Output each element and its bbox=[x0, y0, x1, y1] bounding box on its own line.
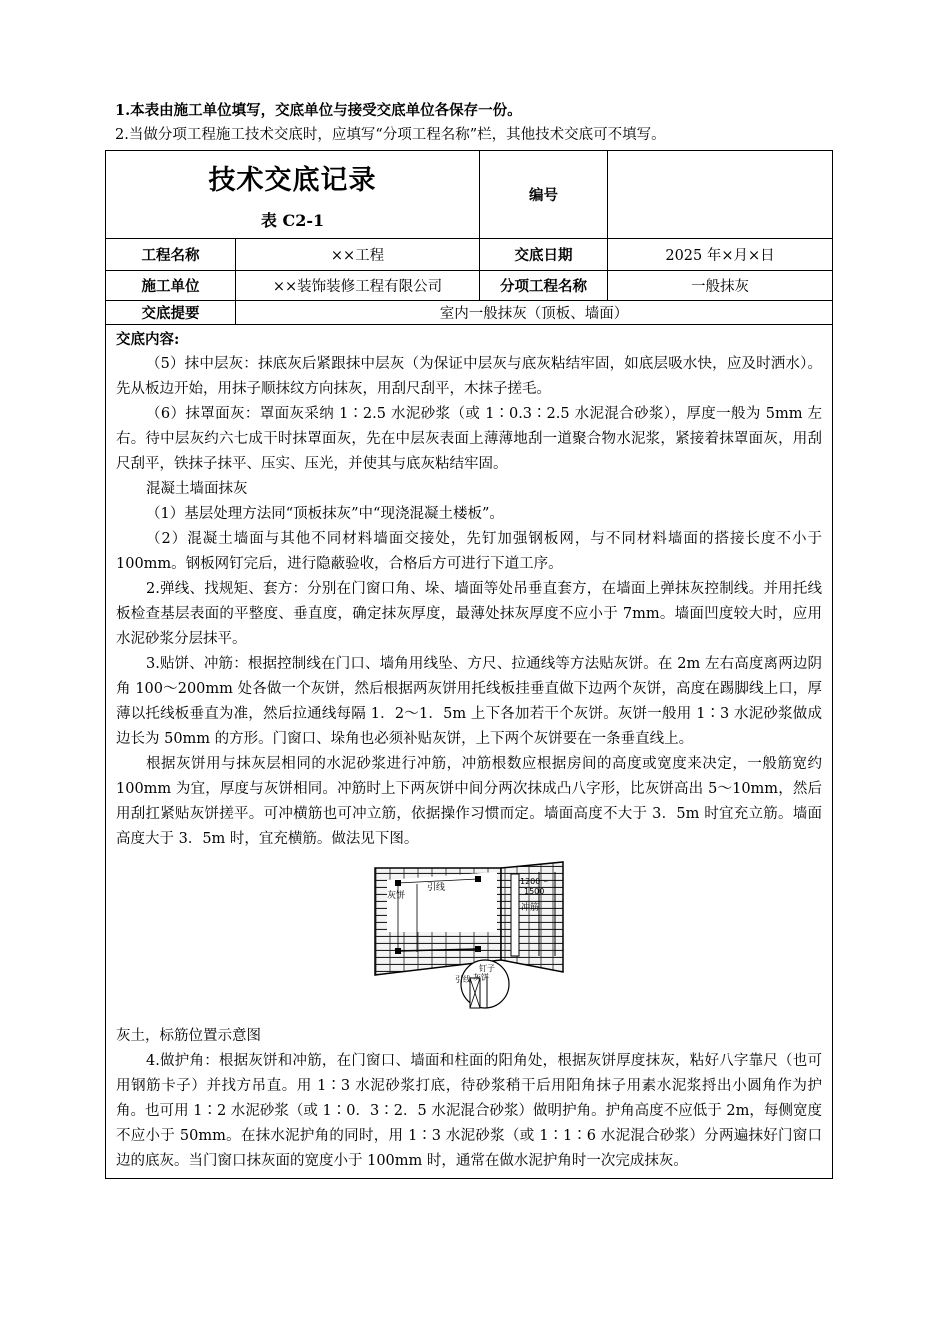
content-heading: 交底内容: bbox=[116, 331, 180, 348]
label-huibing2: 灰饼 bbox=[473, 973, 489, 982]
content-paragraph: （2）混凝土墙面与其他不同材料墙面交接处，先钉加强钢板网，与不同材料墙面的搭接长度不小于 100mm。钢板网钉完后，进行隐蔽验收，合格后方可进行下道工序。 bbox=[116, 531, 822, 572]
contractor-label: 施工单位 bbox=[106, 271, 236, 301]
content-paragraph: 混凝土墙面抹灰 bbox=[146, 481, 248, 497]
summary-value[interactable]: 室内一般抹灰（顶板、墙面） bbox=[236, 301, 833, 325]
technical-briefing-form bbox=[105, 150, 833, 1179]
content-paragraph: （1）基层处理方法同“顶板抹灰”中“现浇混凝土楼板”。 bbox=[146, 506, 504, 522]
label-dingzi: 钉子 bbox=[479, 964, 495, 973]
content-paragraph: 2.弹线、找规矩、套方：分别在门窗口角、垛、墙面等处吊垂直套方，在墙面上弹抹灰控制线。并用托线板检查基层表面的平整度、垂直度，确定抹灰厚度，最薄处抹灰厚度不应小于 7mm。墙面凹度较大时，应用水泥砂浆分层抹平。 bbox=[116, 581, 822, 647]
screed-figure bbox=[116, 860, 822, 1024]
wall-screed-diagram bbox=[369, 860, 569, 1015]
project-name-value[interactable]: ××工程 bbox=[236, 239, 480, 271]
number-label: 编号 bbox=[480, 151, 608, 239]
form-title: 技术交底记录 bbox=[208, 165, 377, 196]
subproject-value[interactable]: 一般抹灰 bbox=[608, 271, 833, 301]
summary-label: 交底提要 bbox=[106, 301, 236, 325]
date-label: 交底日期 bbox=[480, 239, 608, 271]
content-paragraph: 3.贴饼、冲筋：根据控制线在门口、墙角用线坠、方尺、拉通线等方法贴灰饼。在 2m 左右高度离两边阴角 100～200mm 处各做一个灰饼，然后根据两灰饼用托线板挂垂直做下边两个灰饼，高度在踢脚线上口，厚薄以托线板垂直为准，然后拉通线每隔 1．2～1．5m 上下各加若干个灰饼。灰饼一般用 1∶3 水泥砂浆做成边长为 50mm 的方形。门窗口、垛角也必须补贴灰饼，上下两个灰饼要在一条垂直线上。 bbox=[116, 656, 822, 747]
label-huibing: 灰饼 bbox=[387, 891, 406, 901]
label-dim2: 1500 bbox=[524, 887, 545, 896]
note-line-1: 1.本表由施工单位填写，交底单位与接受交底单位各保存一份。 bbox=[115, 102, 522, 119]
number-value[interactable] bbox=[608, 151, 833, 239]
label-yinxian2: 引线 bbox=[455, 975, 471, 984]
contractor-value[interactable]: ××装饰装修工程有限公司 bbox=[236, 271, 480, 301]
label-yinxian: 引线 bbox=[427, 883, 446, 893]
subproject-label: 分项工程名称 bbox=[480, 271, 608, 301]
project-name-label: 工程名称 bbox=[106, 239, 236, 271]
date-value[interactable]: 2025 年×月×日 bbox=[608, 239, 833, 271]
form-number-code: 表 C2-1 bbox=[260, 211, 325, 230]
briefing-content bbox=[106, 325, 833, 1179]
figure-caption: 灰土，标筋位置示意图 bbox=[116, 1028, 261, 1044]
label-chongjin: 冲筋 bbox=[521, 903, 540, 913]
content-paragraph: （5）抹中层灰：抹底灰后紧跟抹中层灰（为保证中层灰与底灰粘结牢固，如底层吸水快，应及时洒水）。先从板边开始，用抹子顺抹纹方向抹灰，用刮尺刮平，木抹子搓毛。 bbox=[116, 356, 822, 397]
form-title-cell bbox=[106, 151, 480, 239]
content-paragraph: 根据灰饼用与抹灰层相同的水泥砂浆进行冲筋，冲筋根数应根据房间的高度或宽度来决定，一般筋宽约 100mm 为宜，厚度与灰饼相同。冲筋时上下两灰饼中间分两次抹成凸八字形，比灰饼高出 5～10mm，然后用刮扛紧贴灰饼搓平。可冲横筋也可冲立筋，依据操作习惯而定。墙面高度不大于 3．5m 时宜充立筋。墙面高度大于 3．5m 时，宜充横筋。做法见下图。 bbox=[116, 756, 822, 847]
label-dim1: 1200～ bbox=[520, 877, 549, 886]
content-paragraph: 4.做护角：根据灰饼和冲筋，在门窗口、墙面和柱面的阳角处，根据灰饼厚度抹灰，粘好八字靠尺（也可用钢筋卡子）并找方吊直。用 1∶3 水泥砂浆打底，待砂浆稍干后用阳角抹子用素水泥浆捋出小圆角作为护角。也可用 1∶2 水泥砂浆（或 1∶0．3∶2．5 水泥混合砂浆）做明护角。护角高度不应低于 2m，每侧宽度不应小于 50mm。在抹水泥护角的同时，用 1∶3 水泥砂浆（或 1∶1∶6 水泥混合砂浆）分两遍抹好门窗口边的底灰。当门窗口抹灰面的宽度小于 100mm 时，通常在做水泥护角时一次完成抹灰。 bbox=[116, 1053, 822, 1169]
note-line-2: 2.当做分项工程施工技术交底时，应填写“分项工程名称”栏，其他技术交底可不填写。 bbox=[115, 127, 666, 143]
content-paragraph: （6）抹罩面灰：罩面灰采纳 1∶2.5 水泥砂浆（或 1∶0.3∶2.5 水泥混合砂浆），厚度一般为 5mm 左右。待中层灰约六七成干时抹罩面灰，先在中层灰表面上薄薄地刮一道聚合物水泥浆，紧接着抹罩面灰，用刮尺刮平，铁抹子抹平、压实、压光，并使其与底灰粘结牢固。 bbox=[116, 406, 822, 472]
